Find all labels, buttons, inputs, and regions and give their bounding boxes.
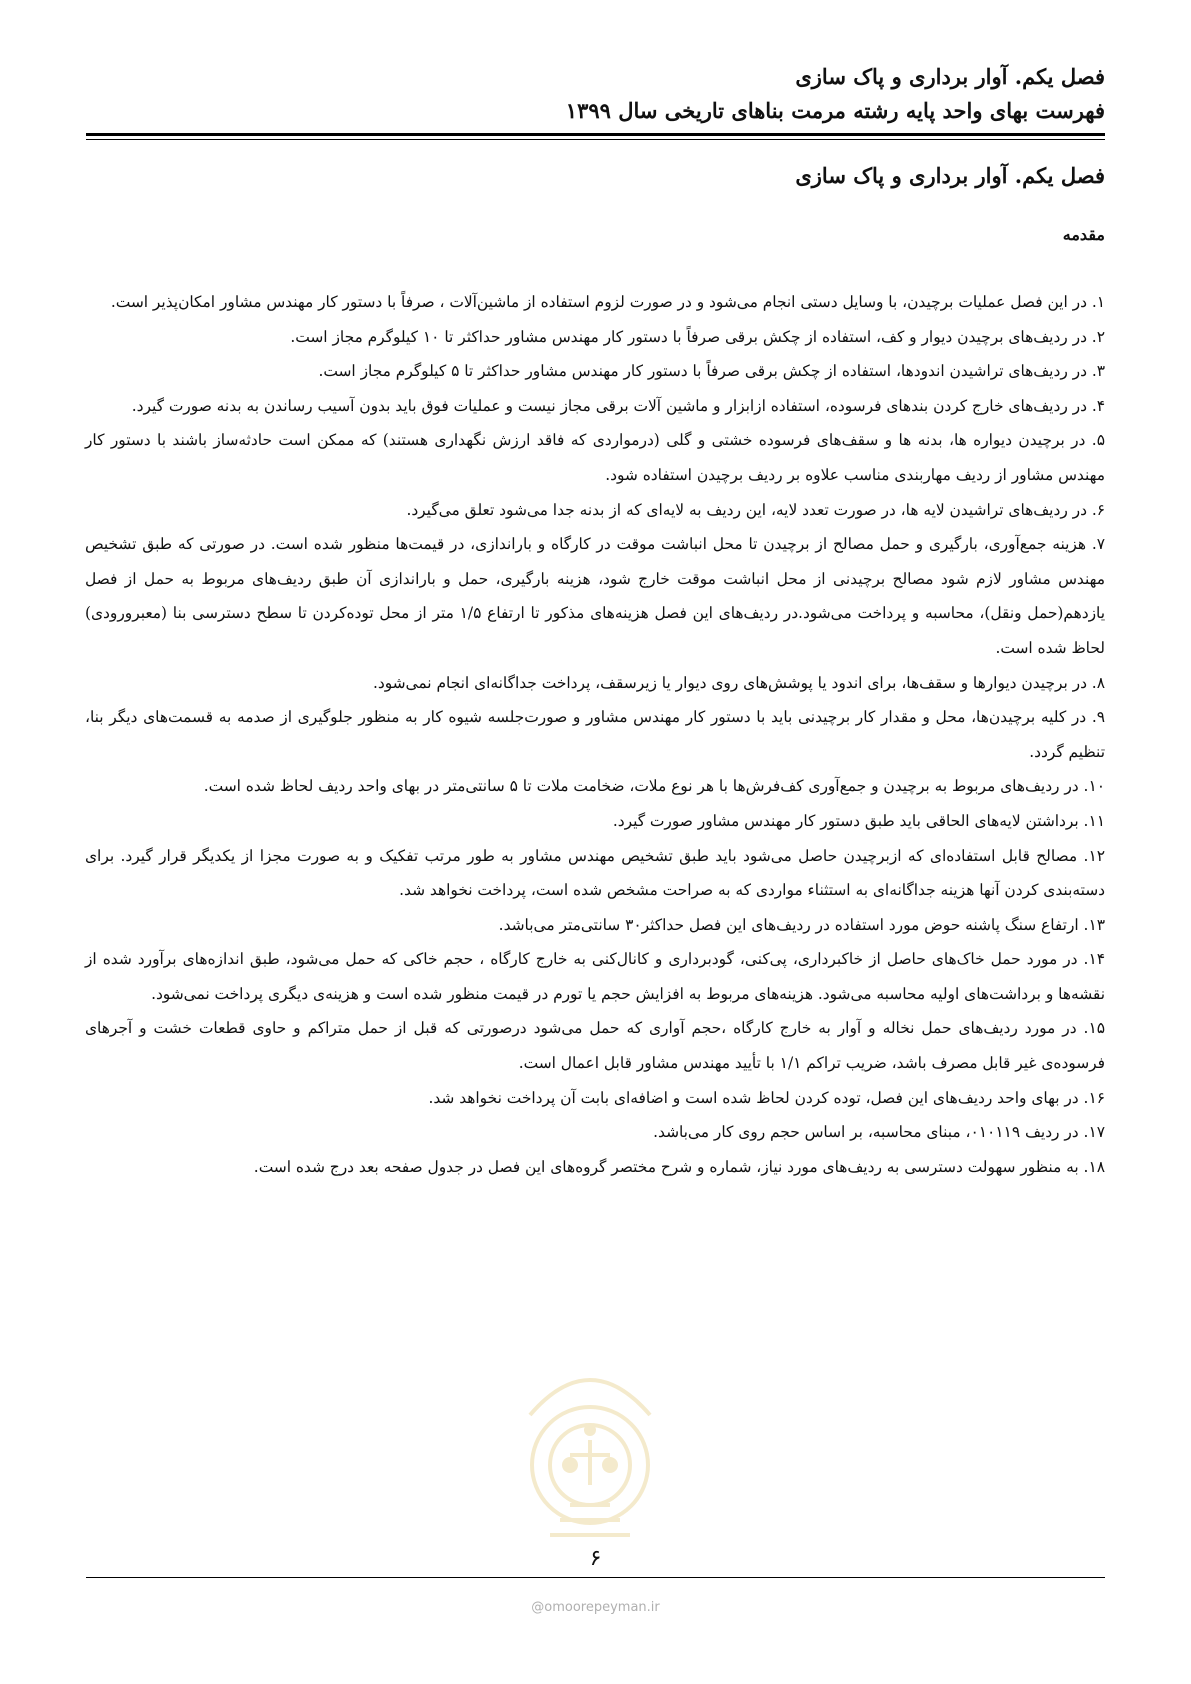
- header-rule-thick: [86, 133, 1105, 136]
- list-item: ۷. هزینه جمع‌آوری، بارگیری و حمل مصالح از برچیدن تا محل انباشت موقت در کارگاه و باراندازی، در قیمت‌ها منظور شده است. در صورتی که طبق تشخیص مهندس مشاور لازم شود مصالح برچیدنی از محل انباشت موقت خارج شود، هزینه بارگیری، حمل و باراندازی آن طبق ردیف‌های مربوط به حمل از فصل یازدهم(حمل ونقل)، محاسبه و پرداخت می‌شود.در ردیف‌های این فصل هزینه‌های مذکور تا ارتفاع ۱/۵ متر از محل توده‌کردن تا سطح دسترسی بنا (معبرورودی) لحاظ شده است.: [85, 535, 1105, 657]
- list-item: ۱۲. مصالح قابل استفاده‌ای که ازبرچیدن حاصل می‌شود باید طبق تشخیص مهندس مشاور به طور مرتب تفکیک و به صورت مجزا از یکدیگر قرار گیرد. برای دسته‌بندی کردن آنها هزینه جداگانه‌ای به استثناء مواردی که به صراحت مشخص شده است، پرداخت نخواهد شد.: [85, 846, 1105, 900]
- list-item: ۳. در ردیف‌های تراشیدن اندودها، استفاده از چکش برقی صرفاً با دستور کار مهندس مشاور حداکثر تا ۵ کیلوگرم مجاز است.: [318, 362, 1105, 381]
- header-chapter-title: فصل یکم. آوار برداری و پاک سازی: [795, 64, 1105, 89]
- running-header: [85, 60, 1105, 128]
- list-item: ۱۷. در ردیف ۰۱۰۱۱۹، مبنای محاسبه، بر اساس حجم روی کار می‌باشد.: [653, 1123, 1105, 1142]
- list-item: ۱۸. به منظور سهولت دسترسی به ردیف‌های مورد نیاز، شماره و شرح مختصر گروه‌های این فصل در جدول صفحه بعد درج شده است.: [253, 1157, 1105, 1176]
- list-item: ۲. در ردیف‌های برچیدن دیوار و کف، استفاده از چکش برقی صرفاً با دستور کار مهندس مشاور حداکثر تا ۱۰ کیلوگرم مجاز است.: [290, 327, 1105, 346]
- list-item: ۱۶. در بهای واحد ردیف‌های این فصل، توده کردن لحاظ شده است و اضافه‌ای بابت آن پرداخت نخواهد شد.: [428, 1088, 1105, 1107]
- list-item: ۹. در کلیه برچیدن‌ها، محل و مقدار کار برچیدنی باید با دستور کار مهندس مشاور و صورت‌جلسه شیوه کار به منظور جلوگیری از صدمه به قسمت‌های دیگر بنا، تنظیم گردد.: [85, 708, 1105, 761]
- header-book-title: فهرست بهای واحد پایه رشته مرمت بناهای تاریخی سال ۱۳۹۹: [565, 98, 1105, 123]
- page-number: ۶: [589, 1546, 602, 1571]
- list-item: ۱۵. در مورد ردیف‌های حمل نخاله و آوار به خارج کارگاه ،حجم آواری که حمل می‌شود درصورتی که قبل از حمل متراکم و حاوی قطعات خشت و آجرهای فرسوده‌ی غیر قابل مصرف باشد، ضریب تراکم ۱/۱ با تأیید مهندس مشاور قابل اعمال است.: [85, 1019, 1105, 1073]
- list-item: ۸. در برچیدن دیوارها و سقف‌ها، برای اندود یا پوشش‌های روی دیوار یا زیرسقف، پرداخت جداگانه‌ای انجام نمی‌شود.: [372, 673, 1105, 692]
- list-item: ۱۴. در مورد حمل خاک‌های حاصل از خاکبرداری، پی‌کنی، گودبرداری و کانال‌کنی به خارج کارگاه ، حجم خاکی که حمل می‌شود، طبق اندازه‌های برآورد شده از نقشه‌ها و برداشت‌های اولیه محاسبه می‌شود. هزینه‌های مربوط به افزایش حجم یا تورم در قیمت منظور شده است و هزینه‌ی دیگری پرداخت نمی‌شود.: [85, 950, 1105, 1003]
- footer-watermark-url: @omoorepeyman.ir: [531, 1600, 660, 1615]
- list-item: ۱. در این فصل عملیات برچیدن، با وسایل دستی انجام می‌شود و در صورت لزوم استفاده از ماشین‌آلات ، صرفاً با دستور کار مهندس مشاور امکان‌پذیر است.: [110, 293, 1105, 311]
- list-item: ۱۳. ارتفاع سنگ پاشنه حوض مورد استفاده در ردیف‌های این فصل حداکثر۳۰ سانتی‌متر می‌باشد.: [498, 915, 1105, 934]
- chapter-title: فصل یکم. آوار برداری و پاک سازی: [795, 163, 1105, 188]
- list-item: ۱۰. در ردیف‌های مربوط به برچیدن و جمع‌آوری کف‌فرش‌ها با هر نوع ملات، ضخامت ملات تا ۵ سانتی‌متر در بهای واحد ردیف لحاظ شده است.: [203, 777, 1105, 796]
- section-heading-introduction: مقدمه: [1062, 225, 1105, 244]
- list-item: ۶. در ردیف‌های تراشیدن لایه ها، در صورت تعدد لایه، این ردیف به لایه‌ای که از بدنه جدا می‌شود تعلق می‌گیرد.: [406, 500, 1105, 519]
- watermark-seal-icon: [510, 1345, 670, 1555]
- header-rule-thin: [86, 139, 1105, 140]
- introduction-list: [85, 285, 1105, 1184]
- list-item: ۵. در برچیدن دیواره ها، بدنه ها و سقف‌های فرسوده خشتی و گلی (درمواردی که فاقد ارزش نگهداری هستند) که ممکن است حادثه‌ساز باشند با دستور کار مهندس مشاور از ردیف مهاربندی مناسب علاوه بر ردیف برچیدن استفاده شود.: [85, 431, 1105, 484]
- list-item: ۴. در ردیف‌های خارج کردن بندهای فرسوده، استفاده ازابزار و ماشین آلات برقی مجاز نیست و عملیات فوق باید بدون آسیب رساندن به بدنه صورت گیرد.: [131, 396, 1105, 415]
- footer-rule: [86, 1577, 1105, 1578]
- list-item: ۱۱. برداشتن لایه‌های الحاقی باید طبق دستور کار مهندس مشاور صورت گیرد.: [612, 811, 1105, 830]
